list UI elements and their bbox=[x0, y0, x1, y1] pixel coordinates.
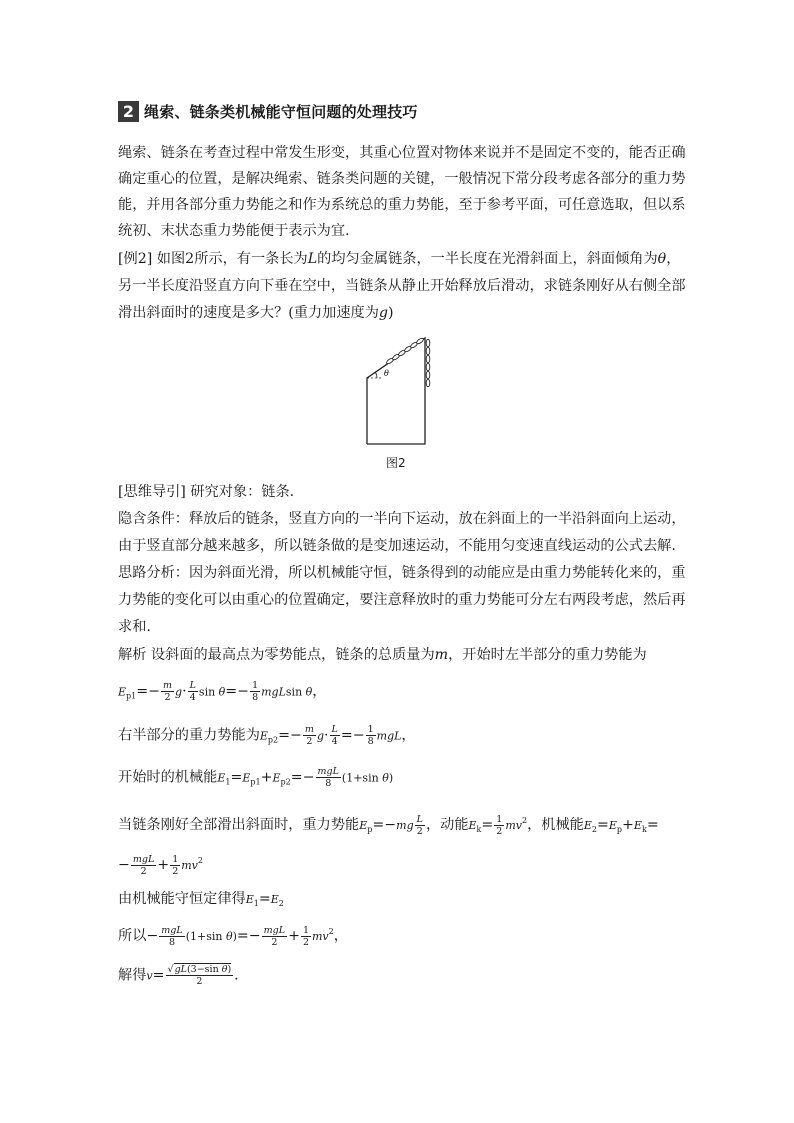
solution-text: 开始时的机械能 bbox=[118, 769, 218, 786]
equation-ep2: 右半部分的重力势能为$E_{p2}=-$ $\frac{m}{2}$ g· $\frac{L}{4}$ =− $\frac{1}{8}$ mgL， bbox=[118, 724, 416, 747]
analysis-line: 思路分析：因为斜面光滑，所以机械能守恒，链条得到的动能应是由重力势能转化来的，重 bbox=[118, 565, 686, 581]
intro-line: 统初、末状态重力势能便于表示为宜. bbox=[118, 223, 350, 239]
solution-intro bbox=[118, 645, 647, 665]
angle-label: θ bbox=[384, 369, 389, 378]
section-title: 绳索、链条类机械能守恒问题的处理技巧 bbox=[144, 102, 418, 121]
solution-text: 当链条刚好全部滑出斜面时，重力势能 bbox=[118, 817, 360, 833]
incline-chain-diagram bbox=[363, 332, 443, 447]
var-g: g bbox=[378, 305, 389, 321]
chain-hanging bbox=[426, 339, 430, 387]
analysis-line: 求和. bbox=[118, 619, 151, 635]
chain-on-slope bbox=[386, 337, 425, 365]
section-number-badge: 2 bbox=[118, 101, 139, 122]
example-line-2: 另一半长度沿竖直方向下垂在空中，当链条从静止开始释放后滑动，求链条刚好从右侧全部 bbox=[118, 278, 686, 294]
solution-text: 由机械能守恒定律得 bbox=[118, 891, 246, 907]
var-m: m bbox=[434, 647, 449, 663]
solution-text: 右半部分的重力势能为 bbox=[118, 727, 260, 744]
incline-block bbox=[367, 338, 425, 444]
example-text: 滑出斜面时的速度是多大？(重力加速度为 bbox=[118, 305, 379, 321]
thinking-text: 研究对象：链条. bbox=[185, 484, 295, 500]
equation-v: 解得v= $\frac{\text{√gL(3−sin θ)}}{2}$ . bbox=[118, 964, 239, 987]
hidden-condition-line: 隐含条件：释放后的链条，竖直方向的一半向下运动，放在斜面上的一半沿斜面向上运动， bbox=[118, 511, 686, 527]
equation-ep1: $E_{p1}=-$ $\frac{m}{2}$ g· $\frac{L}{4}$ sin θ=− $\frac{1}{8}$ mgLsin θ， bbox=[118, 680, 327, 703]
solution-text: ，机械能 bbox=[527, 817, 584, 833]
section-heading bbox=[118, 99, 418, 123]
solution-text: 解得 bbox=[118, 967, 147, 984]
figure-caption: 图2 bbox=[386, 456, 406, 470]
example-text: ， bbox=[666, 251, 681, 267]
solution-text: 所以 bbox=[118, 928, 147, 944]
equation-so: 所以− $\frac{\text{mgL}}{8}$ (1+sin θ)=− $\frac{\text{mgL}}{2}$ + $\frac{1}{2}$ $mv^2$， bbox=[118, 924, 348, 948]
analysis-line: 力势能的变化可以由重心的位置确定，要注意释放时的重力势能可分左右两段考虑，然后再 bbox=[118, 592, 686, 608]
example-text: ) bbox=[388, 305, 394, 321]
intro-line: 绳索、链条在考查过程中常发生形变，其重心位置对物体来说并不是固定不变的，能否正确 bbox=[118, 145, 686, 161]
example-tag: [例2] bbox=[118, 251, 153, 267]
example-text: 的均匀金属链条，一半长度在光滑斜面上，斜面倾角为 bbox=[317, 251, 658, 267]
angle-arc bbox=[376, 373, 378, 379]
solution-text: ，动能 bbox=[425, 817, 469, 833]
thinking-tag: [思维导引] bbox=[118, 484, 186, 500]
equation-e1: 开始时的机械能$E_1=E_{p1}+E_{p2}=-$ $\frac{\text{mgL}}{8}$ (1+sin θ) bbox=[118, 766, 394, 789]
equation-e2-part1: 当链条刚好全部滑出斜面时，重力势能$E_p=-mg$ $\frac{L}{2}$ ，动能$E_k=$ $\frac{1}{2}$ $mv^2$，机械能$E_2=E_p+E_k=$ bbox=[118, 813, 659, 837]
example-text: 如图2所示，有一条长为 bbox=[152, 251, 308, 267]
equation-e2-part2: − $\frac{\text{mgL}}{2}$ + $\frac{1}{2}$ $mv^2$ bbox=[118, 853, 203, 877]
example-line-1 bbox=[118, 249, 680, 269]
thinking-line-1 bbox=[118, 482, 294, 502]
solution-text: ，开始时左半部分的重力势能为 bbox=[448, 647, 647, 663]
solution-text: 解析 设斜面的最高点为零势能点，链条的总质量为 bbox=[118, 647, 435, 663]
equation-law: 由机械能守恒定律得$E_1=E_2$ bbox=[118, 891, 284, 908]
var-theta: θ bbox=[657, 251, 667, 267]
example-line-3 bbox=[118, 303, 394, 323]
intro-line: 能，并用各部分重力势能之和作为系统总的重力势能，至于参考平面，可任意选取，但以系 bbox=[118, 197, 686, 213]
var-L: L bbox=[307, 251, 318, 267]
hidden-condition-line: 由于竖直部分越来越多，所以链条做的是变加速运动，不能用匀变速直线运动的公式去解. bbox=[118, 538, 676, 554]
intro-line: 确定重心的位置，是解决绳索、链条类问题的关键，一般情况下常分段考虑各部分的重力势 bbox=[118, 171, 686, 187]
